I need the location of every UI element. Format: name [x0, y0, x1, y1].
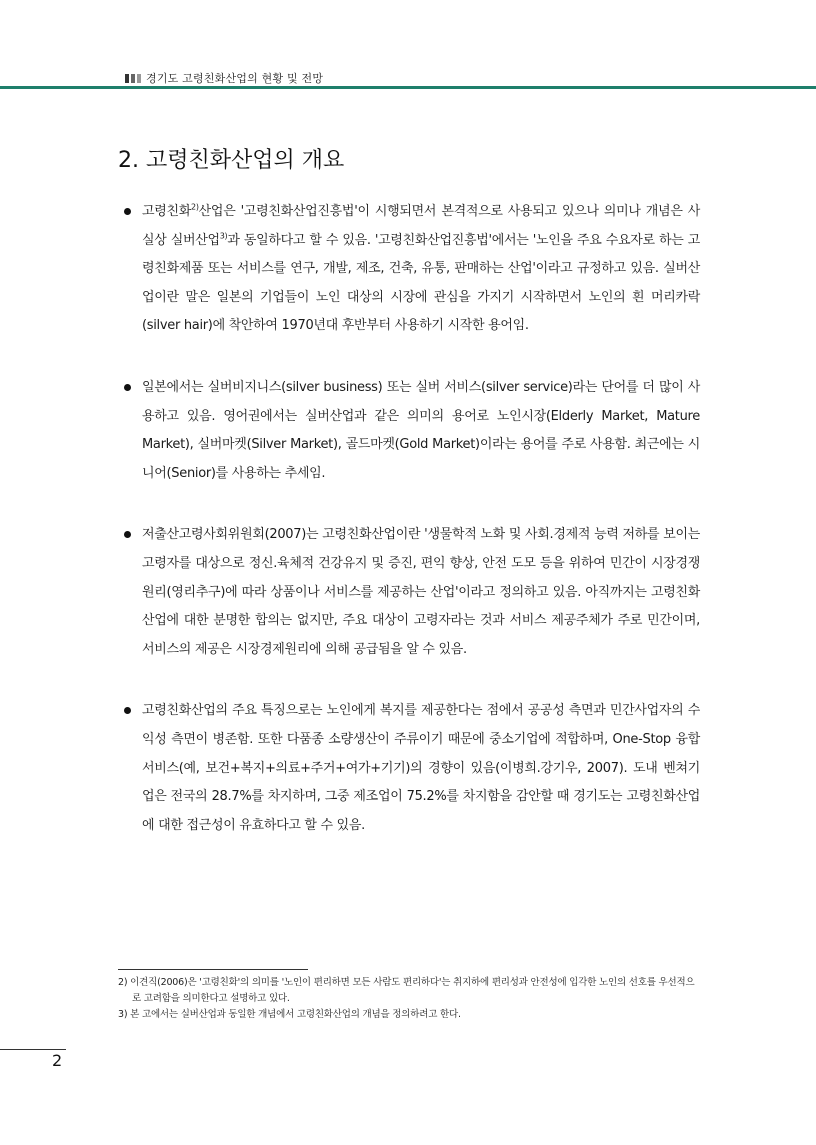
paragraph-text: 과 동일하다고 할 수 있음. '고령친화산업진흥법'에서는 '노인을 주요 수요자로 하는 고령친화제품 또는 서비스를 연구, 개발, 제조, 건축, 유통, 판매하는 산업'이라고 규정하고 있음. 실버산업이란 말은 일본의 기업들이 노인 대상의 시장에 관심을 가지기 시작하면서 노인의 흰 머리카락(silver hair)에 착안하여 1970년대 후반부터 사용하기 시작한 용어임. — [142, 232, 700, 334]
section-title: 2. 고령친화산업의 개요 — [118, 148, 345, 173]
header-rule — [0, 86, 816, 89]
footnote-separator — [118, 969, 308, 970]
paragraph-text: 산업은 '고령친화산업진흥법'이 시행되면서 본격적으로 사용되고 있으나 의미나 개념은 사실상 실버산업 — [142, 204, 700, 248]
bullet-paragraph — [118, 374, 700, 488]
bullet-icon — [124, 384, 131, 391]
bullet-paragraph — [118, 697, 700, 840]
paragraph-text: 고령친화 — [142, 204, 192, 219]
bullet-icon — [124, 707, 131, 714]
bullet-paragraph — [118, 198, 700, 341]
footnote-ref: 2) — [191, 202, 199, 212]
bullet-icon — [124, 208, 131, 215]
paragraph-text: 저출산고령사회위원회(2007)는 고령친화산업이란 '생물학적 노화 및 사회.경제적 능력 저하를 보이는 고령자를 대상으로 정신.육체적 건강유지 및 증진, 편익 향상, 안전 도모 등을 위하여 민간이 시장경쟁 원리(영리추구)에 따라 상품이나 서비스를 제공하는 산업'이라고 정의하고 있음. 아직까지는 고령친화산업에 대한 분명한 합의는 없지만, 주요 대상이 고령자라는 것과 서비스 제공주체가 주로 민간이며, 서비스의 제공은 시장경제원리에 의해 공급됨을 알 수 있음. — [142, 527, 700, 657]
footnote-ref: 3) — [219, 231, 228, 241]
page-number-rule — [0, 1049, 66, 1050]
body-content — [118, 198, 700, 873]
footnote: 3) 본 고에서는 실버산업과 동일한 개념에서 고령친화산업의 개념을 정의하려고 한다. — [118, 1009, 461, 1020]
page-number: 2 — [52, 1051, 63, 1070]
running-header — [125, 70, 323, 86]
footnotes — [118, 975, 700, 1023]
bullet-icon — [124, 531, 131, 538]
running-title: 경기도 고령친화산업의 현황 및 전망 — [146, 72, 324, 85]
paragraph-text: 고령친화산업의 주요 특징으로는 노인에게 복지를 제공한다는 점에서 공공성 측면과 민간사업자의 수익성 측면이 병존함. 또한 다품종 소량생산이 주류이기 때문에 중소기업에 적합하며, One-Stop 융합서비스(예, 보건+복지+의료+주거+여가+기기)의 경향이 있음(이병희.강기우, 2007). 도내 벤쳐기업은 전국의 28.7%를 차지하며, 그중 제조업이 75.2%를 차지함을 감안할 때 경기도는 고령친화산업에 대한 접근성이 유효하다고 할 수 있음. — [142, 703, 700, 833]
bullet-paragraph — [118, 521, 700, 664]
paragraph-text: 일본에서는 실버비지니스(silver business) 또는 실버 서비스(silver service)라는 단어를 더 많이 사용하고 있음. 영어권에서는 실버산업과 같은 의미의 용어로 노인시장(Elderly Market, Mature Market), 실버마켓(Silver Market), 골드마켓(Gold Market)이라는 용어를 주로 사용함. 최근에는 시니어(Senior)를 사용하는 추세임. — [142, 379, 700, 481]
header-marks-icon — [125, 74, 141, 83]
footnote: 2) 이견직(2006)은 '고령친화'의 의미를 '노인이 편리하면 모든 사람도 편리하다'는 취지하에 편리성과 안전성에 입각한 노인의 선호를 우선적으로 고려함을 의미한다고 설명하고 있다. — [118, 977, 695, 1004]
